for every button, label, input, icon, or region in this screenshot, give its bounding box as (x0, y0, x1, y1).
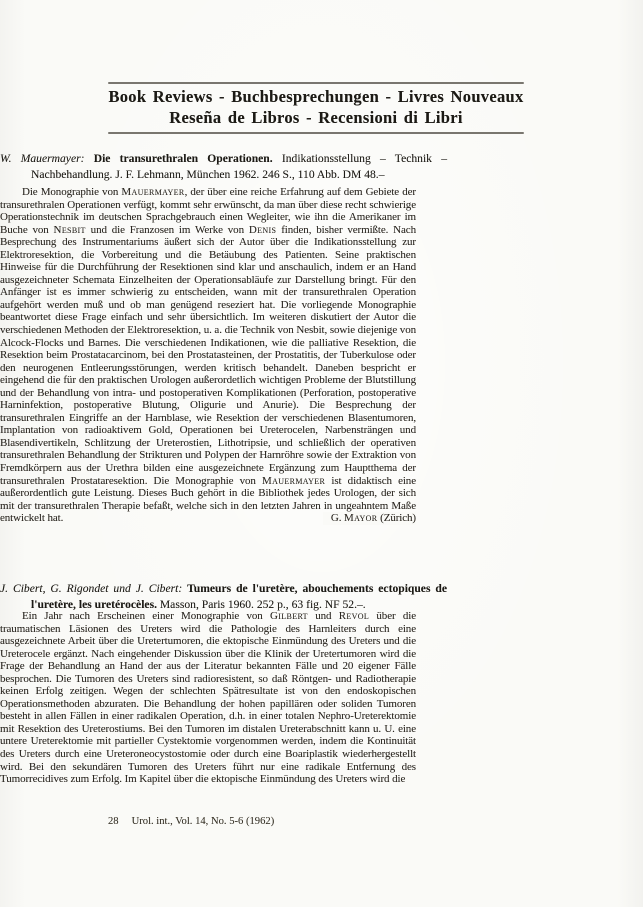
signature-location: (Zürich) (377, 512, 416, 525)
signature-initials: G. (330, 512, 345, 525)
page-number: 28 (108, 816, 119, 827)
text-run: Die Monographie von (22, 186, 122, 198)
text-run: J. Cibert, G. Rigondet und J. Cibert: (0, 582, 188, 595)
text-run: W. Mauermayer: (0, 152, 94, 165)
section-title (98, 86, 534, 128)
signature-name: Mayor (344, 512, 378, 525)
review-reference (0, 581, 447, 612)
text-run: ist didaktisch eine außerordentlich gute Leistung. Dieses Buch gehört in die Bibliothek jedes Urologen, der sich mit der transurethralen Therapie befaßt, welche sich in den letzten Jahren in ungeahntem Maße entwickelt hat. (0, 474, 416, 525)
section-title-line1: Book Reviews - Buchbesprechungen - Livres Nouveaux (108, 87, 524, 106)
text-run: Masson, Paris 1960. 252 p., 63 fig. NF 52.–. (159, 597, 366, 611)
text-run: Nesbit (53, 223, 86, 236)
text-run: Revol (338, 610, 370, 622)
text-run: Indikationsstellung – Technik – Nachbehandlung. J. F. Lehmann, München 1962. 246 S., 110 Abb. DM 48.– (31, 152, 448, 181)
review-body (0, 186, 416, 525)
text-run: Tumeurs de l'uretère, abouchements ectopiques de l'uretère, les uretérocèles. (31, 582, 447, 611)
review-reference (0, 151, 447, 182)
header-divider-top (108, 82, 524, 84)
text-run: Mauermayer (121, 186, 185, 198)
reviewer-signature (323, 512, 416, 525)
review-body (0, 610, 416, 786)
section-title-line2: Reseña de Libros - Recensioni di Libri (169, 108, 463, 127)
text-run: und die Franzosen im Werke von (85, 223, 249, 236)
page-footer (108, 815, 524, 828)
text-run: Die transurethralen Operationen. (93, 152, 282, 165)
text-run: Denis (248, 223, 277, 236)
text-run: Ein Jahr nach Erscheinen einer Monographie von (22, 610, 270, 622)
journal-citation: Urol. int., Vol. 14, No. 5-6 (1962) (131, 816, 275, 827)
text-run: , der über eine reiche Erfahrung auf dem Gebiete der transurethralen Operationen verfügt, kommt sehr erwünscht, da man über diese recht schwierige Operationstechnik im deutschen Sprachgebrauch einen Wegleiter, wie ihn die Amerikaner im Buche von (0, 186, 416, 236)
header-divider-bottom (108, 132, 524, 134)
text-run: finden, bisher vermißte. Nach Besprechung des Instrumentariums äußert sich der Autor über die Indikationsstellung zur Elektroresektion, die Vorbereitung und die Betäubung des Patienten. Seine praktischen Hinweise für die Durchführung der Resektionen sind klar und anschaulich, indem er an Hand ausgezeichneter Schemata Einzelheiten der Operationsabläufe zur Darstellung bringt. Für den Anfänger ist es immer schwierig zu entscheiden, wann mit der transurethralen Operation aufgehört werden muß und ob man genügend reseziert hat. Die vorliegende Monographie beantwortet diese Frage einfach und sehr übersichtlich. Im weiteren diskutiert der Autor die verschiedenen Methoden der Elektroresektion, u. a. die Technik von Nesbit, sowie diejenige von Alcock-Flocks und Barnes. Die verschiedenen Indikationen, wie die palliative Resektion, die Resektion beim Prostatacarcinom, bei den Prostatasteinen, der Prostatitis, der Tuberkulose oder den neurogenen Entleerungsstörungen, werden kritisch behandelt. Daneben bespricht er eingehend die für den praktischen Urologen außerordetlich wichtigen Probleme der Blutstillung und der Behandlung von intra- und postoperativen Komplikationen (Perforation, postoperative Harninfektion, postoperative Blutung, Oligurie und Anurie). Die Besprechung der transurethralen Eingriffe an der Harnblase, wie Resektion der verschiedenen Blasentumoren, Implantation von radioaktivem Gold, Operationen bei Ureterocelen, Narbensträngen und Blasendivertikeln, Schlitzung der Ureterostien, Lithotripsie, und schließlich der operativen transurethralen Behandlung der Strikturen und Polypen der Harnröhre sowie der Extraktion von Fremdkörpern aus der Urethra bilden eine ausgezeichnete Ergänzung zum Hauptthema der transurethralen Prostataresektion. Die Monographie von (0, 223, 416, 487)
text-run: über die traumatischen Läsionen des Ureters wird die Pathologie des Harnleiters durch eine ausgezeichnete Arbeit über die Uretertumoren, die ektopische Einmündung des Ureters und die Ureterocele ergänzt. Nach eingehender Diskussion über die Klinik der Uretertumoren wird die Frage der Behandlung an Hand der aus der Literatur bekannten Fälle und 20 eigener Fälle besprochen. Die Tumoren des Ureters sind radioresistent, so daß Röntgen- und Radiotherapie keinen Erfolg zeitigen. Wegen der schlechten Spätresultate ist von den endoskopischen Operationsmethoden abzuraten. Die Behandlung der hohen papillären oder soliden Tumoren besteht in allen Fällen in einer radikalen Operation, d.h. in einer totalen Nephro-Ureterektomie mit Resektion des Ureterostiums. Bei den Tumoren im distalen Ureterabschnitt kann u. U. eine untere Ureterektomie mit partieller Cystektomie vorgenommen werden, indem die Kontinuität des Ureters durch eine Ureteroneocystostomie oder durch eine Boariplastik wiederhergestellt wird. Bei den sekundären Tumoren des Ureters führt nur eine radikale Entfernung des Tumorrecidives zum Erfolg. Im Kapitel über die ektopische Einmündung des Ureters wird die (0, 610, 416, 786)
text-run: und (307, 610, 339, 622)
text-run: Gilbert (270, 610, 308, 622)
text-run: Mauermayer (262, 474, 326, 487)
